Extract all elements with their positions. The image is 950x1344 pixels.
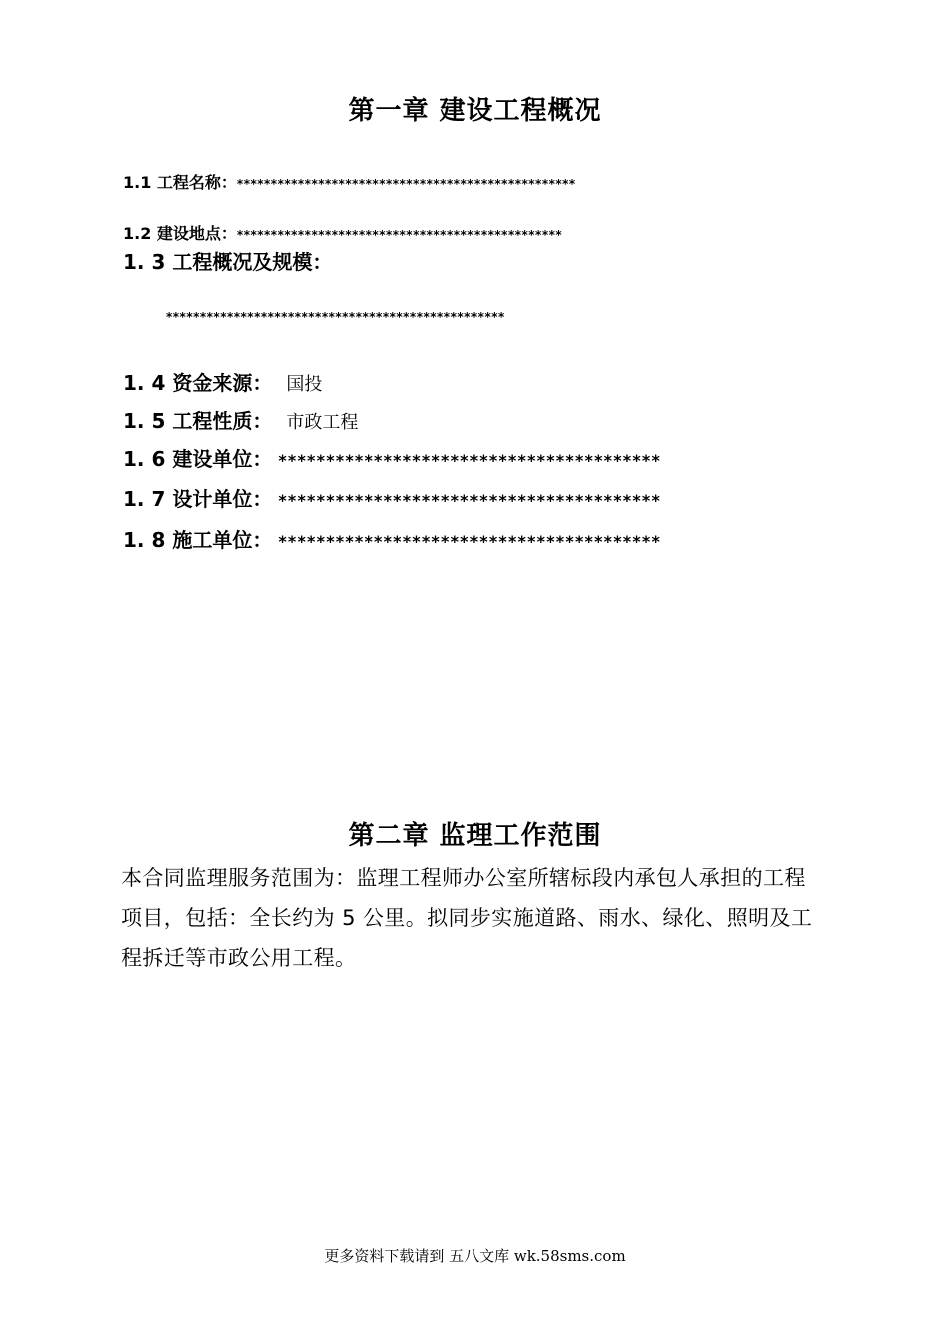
project-overview-label: 1. 3 工程概况及规模： [123,250,333,274]
funding-source-value: 国投 [286,374,323,395]
design-unit-value: **************************************** [278,491,662,510]
item-project-name [123,170,576,193]
item-construction-unit [123,443,661,472]
construction-site-label: 1.2 建设地点： [123,224,237,243]
project-name-value: ************************************************** [236,177,576,191]
funding-source-label: 1. 4 资金来源： [123,371,273,395]
item-project-nature [123,405,358,434]
chapter-2-title: 第二章 监理工作范围 [348,821,602,851]
scope-paragraph: 本合同监理服务范围为：监理工程师办公室所辖标段内承包人承担的工程项目，包括：全长约为 5 公里。拟同步实施道路、雨水、绿化、照明及工程拆迁等市政公用工程。 [121,866,813,970]
construction-site-value: ************************************************ [236,228,563,242]
item-construction-site [123,221,562,244]
contractor-unit-label: 1. 8 施工单位： [123,528,273,552]
item-project-overview [123,246,332,275]
chapter-1-title: 第一章 建设工程概况 [348,96,602,126]
construction-unit-label: 1. 6 建设单位： [123,447,273,471]
design-unit-label: 1. 7 设计单位： [123,487,273,511]
contractor-unit-value: **************************************** [278,532,662,551]
project-overview-value: ************************************************** [166,310,505,324]
project-nature-value: 市政工程 [286,412,359,433]
project-nature-label: 1. 5 工程性质： [123,409,273,433]
item-design-unit [123,483,661,512]
project-name-label: 1.1 工程名称： [123,173,237,192]
construction-unit-value: **************************************** [278,451,662,470]
footer-text: 更多资料下载请到 五八文库 wk.58sms.com [324,1247,626,1265]
item-contractor-unit [123,524,661,553]
item-funding-source [123,367,322,396]
